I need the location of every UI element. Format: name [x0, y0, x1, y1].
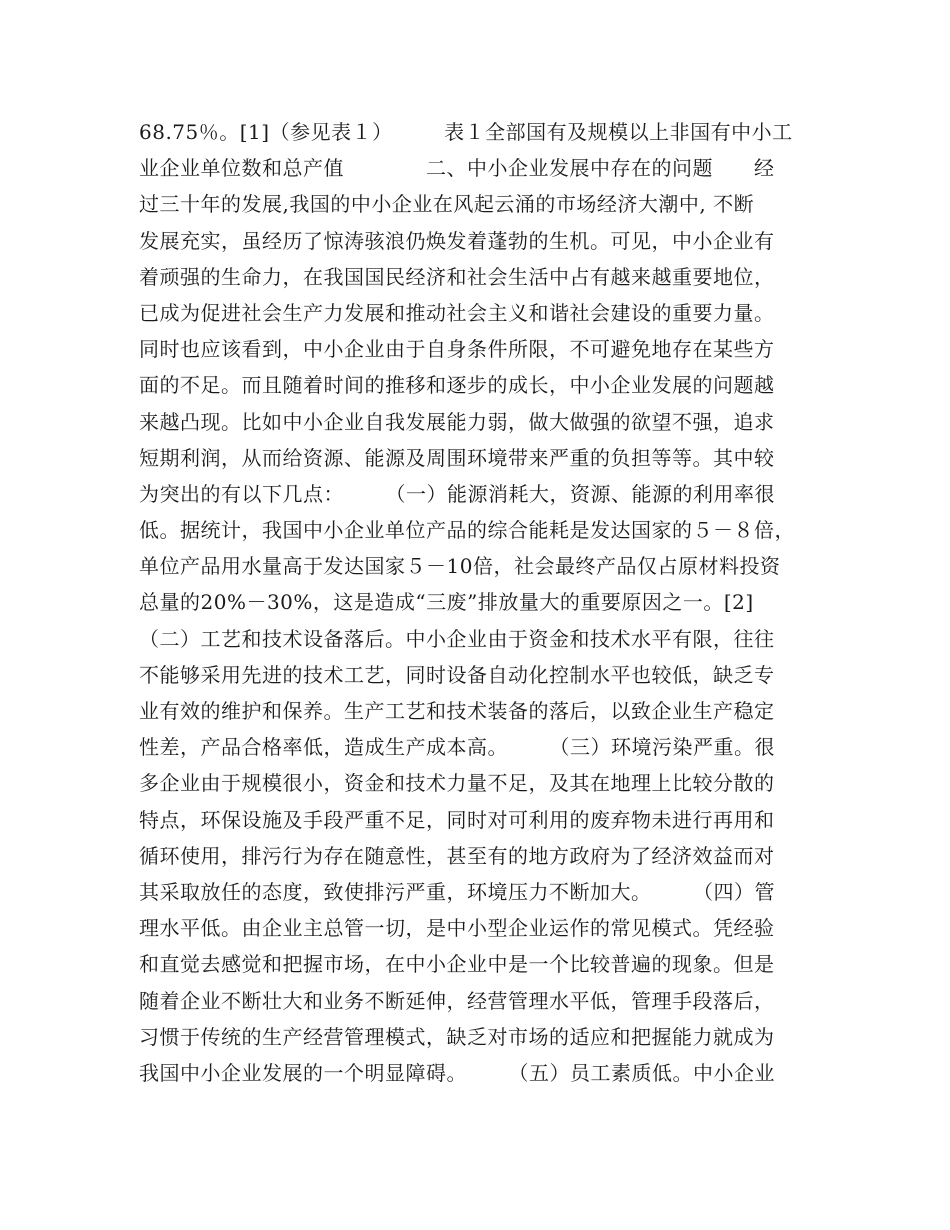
body-text — [139, 114, 829, 1091]
text-line: 为突出的有以下几点： （一）能源消耗大，资源、能源的利用率很 — [139, 481, 775, 506]
text-line: 多企业由于规模很小，资金和技术力量不足，及其在地理上比较分散的 — [139, 771, 775, 796]
text-line: 低。据统计，我国中小企业单位产品的综合能耗是发达国家的５－８倍， — [139, 518, 795, 543]
text-line: 我国中小企业发展的一个明显障碍。 （五）员工素质低。中小企业 — [139, 1060, 775, 1085]
text-line: 着顽强的生命力，在我国国民经济和社会生活中占有越来越重要地位， — [139, 264, 775, 289]
text-line: 发展充实，虽经历了惊涛骇浪仍焕发着蓬勃的生机。可见，中小企业有 — [139, 228, 775, 253]
text-line: 已成为促进社会生产力发展和推动社会主义和谐社会建设的重要力量。 — [139, 300, 775, 325]
text-line: 业企业单位数和总产值 二、中小企业发展中存在的问题 经 — [139, 156, 775, 181]
text-line: 68.75％。[1]（参见表１） 表１全部国有及规模以上非国有中小工 — [139, 120, 793, 144]
text-line: 同时也应该看到，中小企业由于自身条件所限，不可避免地存在某些方 — [139, 337, 775, 362]
text-line: （二）工艺和技术设备落后。中小企业由于资金和技术水平有限，往往 — [139, 626, 775, 651]
text-line: 和直觉去感觉和把握市场，在中小企业中是一个比较普遍的现象。但是 — [139, 952, 775, 977]
text-line: 随着企业不断壮大和业务不断延伸，经营管理水平低，管理手段落后， — [139, 988, 775, 1013]
text-line: 不能够采用先进的技术工艺，同时设备自动化控制水平也较低，缺乏专 — [139, 662, 775, 687]
text-line: 习惯于传统的生产经营管理模式，缺乏对市场的适应和把握能力就成为 — [139, 1024, 775, 1049]
text-line: 过三十年的发展,我国的中小企业在风起云涌的市场经济大潮中, 不断 — [139, 192, 755, 217]
text-line: 业有效的维护和保养。生产工艺和技术装备的落后，以致企业生产稳定 — [139, 699, 775, 723]
text-line: 面的不足。而且随着时间的推移和逐步的成长，中小企业发展的问题越 — [139, 373, 775, 398]
text-line: 特点，环保设施及手段严重不足，同时对可利用的废弃物未进行再用和 — [139, 807, 775, 832]
text-line: 单位产品用水量高于发达国家５－10倍，社会最终产品仅占原材料投资 — [139, 554, 781, 579]
text-line: 来越凸现。比如中小企业自我发展能力弱，做大做强的欲望不强，追求 — [139, 409, 775, 434]
text-line: 短期利润，从而给资源、能源及周围环境带来严重的负担等等。其中较 — [139, 445, 775, 470]
text-line: 性差，产品合格率低，造成生产成本高。 （三）环境污染严重。很 — [139, 735, 775, 760]
text-line: 循环使用，排污行为存在随意性，甚至有的地方政府为了经济效益而对 — [139, 843, 775, 868]
text-line: 总量的20%－30%，这是造成“三废”排放量大的重要原因之一。[2] — [139, 590, 754, 615]
text-line: 理水平低。由企业主总管一切，是中小型企业运作的常见模式。凭经验 — [139, 916, 775, 941]
text-line: 其采取放任的态度，致使排污严重，环境压力不断加大。 （四）管 — [139, 879, 775, 904]
